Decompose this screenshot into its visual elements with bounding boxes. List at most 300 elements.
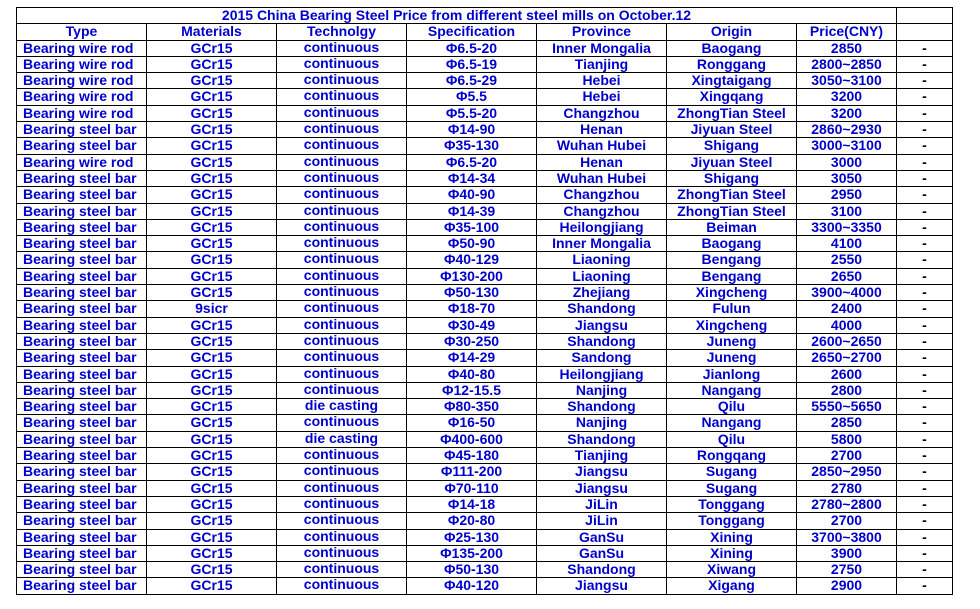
cell-province: Henan — [537, 122, 667, 138]
cell-technology: continuous — [277, 382, 407, 398]
cell-extra: - — [897, 431, 953, 447]
cell-price: 4100 — [797, 236, 897, 252]
cell-origin: ZhongTian Steel — [667, 105, 797, 121]
cell-price: 3100 — [797, 203, 897, 219]
cell-technology: continuous — [277, 366, 407, 382]
cell-material: GCr15 — [147, 399, 277, 415]
cell-type: Bearing steel bar — [17, 285, 147, 301]
cell-specification: Φ12-15.5 — [407, 382, 537, 398]
cell-material: GCr15 — [147, 40, 277, 56]
table-row — [17, 448, 953, 464]
header-specification: Specification — [407, 24, 537, 40]
cell-province: Liaoning — [537, 268, 667, 284]
table-row — [17, 513, 953, 529]
cell-province: Changzhou — [537, 203, 667, 219]
table-row — [17, 301, 953, 317]
cell-price: 5550~5650 — [797, 399, 897, 415]
cell-technology: continuous — [277, 562, 407, 578]
table-row — [17, 496, 953, 512]
cell-origin: Baogang — [667, 236, 797, 252]
cell-type: Bearing steel bar — [17, 480, 147, 496]
cell-price: 3900 — [797, 545, 897, 561]
cell-type: Bearing steel bar — [17, 333, 147, 349]
cell-province: Wuhan Hubei — [537, 170, 667, 186]
cell-price: 2800~2850 — [797, 56, 897, 72]
cell-technology: continuous — [277, 138, 407, 154]
cell-technology: continuous — [277, 203, 407, 219]
cell-technology: continuous — [277, 56, 407, 72]
table-row — [17, 382, 953, 398]
cell-material: GCr15 — [147, 236, 277, 252]
cell-type: Bearing steel bar — [17, 236, 147, 252]
cell-type: Bearing steel bar — [17, 350, 147, 366]
cell-specification: Φ80-350 — [407, 399, 537, 415]
cell-specification: Φ111-200 — [407, 464, 537, 480]
cell-origin: Jiyuan Steel — [667, 122, 797, 138]
cell-type: Bearing steel bar — [17, 382, 147, 398]
cell-type: Bearing steel bar — [17, 562, 147, 578]
cell-extra: - — [897, 56, 953, 72]
cell-type: Bearing wire rod — [17, 40, 147, 56]
table-row — [17, 431, 953, 447]
cell-material: GCr15 — [147, 105, 277, 121]
cell-technology: continuous — [277, 252, 407, 268]
cell-extra: - — [897, 138, 953, 154]
cell-technology: continuous — [277, 154, 407, 170]
cell-extra: - — [897, 203, 953, 219]
cell-price: 3200 — [797, 89, 897, 105]
cell-price: 3000 — [797, 154, 897, 170]
cell-province: Jiangsu — [537, 578, 667, 594]
cell-extra: - — [897, 285, 953, 301]
cell-price: 5800 — [797, 431, 897, 447]
table-row — [17, 350, 953, 366]
cell-province: Heilongjiang — [537, 219, 667, 235]
table-row — [17, 578, 953, 594]
cell-specification: Φ16-50 — [407, 415, 537, 431]
cell-province: GanSu — [537, 529, 667, 545]
cell-price: 2780~2800 — [797, 496, 897, 512]
cell-extra: - — [897, 252, 953, 268]
cell-type: Bearing steel bar — [17, 219, 147, 235]
cell-price: 2850~2950 — [797, 464, 897, 480]
cell-technology: continuous — [277, 170, 407, 186]
cell-material: GCr15 — [147, 415, 277, 431]
table-row — [17, 40, 953, 56]
cell-province: Liaoning — [537, 252, 667, 268]
header-extra — [897, 24, 953, 40]
cell-extra: - — [897, 301, 953, 317]
cell-origin: Beiman — [667, 219, 797, 235]
cell-origin: Shigang — [667, 138, 797, 154]
cell-extra: - — [897, 382, 953, 398]
cell-price: 2600 — [797, 366, 897, 382]
cell-specification: Φ30-49 — [407, 317, 537, 333]
cell-type: Bearing wire rod — [17, 56, 147, 72]
cell-origin: Bengang — [667, 252, 797, 268]
table-row — [17, 187, 953, 203]
table-row — [17, 545, 953, 561]
cell-origin: Xiwang — [667, 562, 797, 578]
cell-origin: Fulun — [667, 301, 797, 317]
cell-origin: Baogang — [667, 40, 797, 56]
cell-province: Changzhou — [537, 187, 667, 203]
table-row — [17, 529, 953, 545]
cell-specification: Φ6.5-20 — [407, 154, 537, 170]
cell-specification: Φ25-130 — [407, 529, 537, 545]
cell-origin: Juneng — [667, 350, 797, 366]
cell-extra: - — [897, 122, 953, 138]
cell-technology: continuous — [277, 578, 407, 594]
cell-material: GCr15 — [147, 73, 277, 89]
cell-origin: Rongqang — [667, 448, 797, 464]
cell-material: GCr15 — [147, 382, 277, 398]
cell-origin: Tonggang — [667, 496, 797, 512]
cell-origin: Jiyuan Steel — [667, 154, 797, 170]
cell-type: Bearing steel bar — [17, 268, 147, 284]
table-row — [17, 285, 953, 301]
cell-price: 2900 — [797, 578, 897, 594]
cell-price: 3300~3350 — [797, 219, 897, 235]
table-row — [17, 415, 953, 431]
cell-province: Shandong — [537, 301, 667, 317]
cell-type: Bearing wire rod — [17, 105, 147, 121]
cell-type: Bearing steel bar — [17, 170, 147, 186]
cell-extra: - — [897, 415, 953, 431]
cell-specification: Φ18-70 — [407, 301, 537, 317]
cell-origin: Ronggang — [667, 56, 797, 72]
cell-specification: Φ6.5-19 — [407, 56, 537, 72]
cell-province: Heilongjiang — [537, 366, 667, 382]
cell-price: 2780 — [797, 480, 897, 496]
cell-origin: Xingtaigang — [667, 73, 797, 89]
cell-province: Henan — [537, 154, 667, 170]
cell-specification: Φ5.5-20 — [407, 105, 537, 121]
cell-extra: - — [897, 219, 953, 235]
cell-material: GCr15 — [147, 333, 277, 349]
cell-extra: - — [897, 317, 953, 333]
cell-price: 2700 — [797, 513, 897, 529]
cell-type: Bearing steel bar — [17, 203, 147, 219]
cell-origin: Shigang — [667, 170, 797, 186]
cell-type: Bearing wire rod — [17, 154, 147, 170]
cell-specification: Φ130-200 — [407, 268, 537, 284]
cell-price: 2650~2700 — [797, 350, 897, 366]
cell-technology: continuous — [277, 513, 407, 529]
cell-material: GCr15 — [147, 464, 277, 480]
table-row — [17, 73, 953, 89]
cell-specification: Φ40-120 — [407, 578, 537, 594]
table-row — [17, 170, 953, 186]
cell-material: GCr15 — [147, 545, 277, 561]
cell-province: Shandong — [537, 333, 667, 349]
cell-extra: - — [897, 448, 953, 464]
cell-extra: - — [897, 187, 953, 203]
cell-extra: - — [897, 73, 953, 89]
cell-material: GCr15 — [147, 154, 277, 170]
cell-specification: Φ6.5-29 — [407, 73, 537, 89]
table-row — [17, 366, 953, 382]
price-table — [16, 7, 953, 595]
cell-specification: Φ20-80 — [407, 513, 537, 529]
cell-province: Zhejiang — [537, 285, 667, 301]
cell-technology: continuous — [277, 317, 407, 333]
cell-price: 2850 — [797, 40, 897, 56]
cell-price: 2400 — [797, 301, 897, 317]
cell-province: Nanjing — [537, 415, 667, 431]
cell-material: GCr15 — [147, 285, 277, 301]
cell-material: GCr15 — [147, 187, 277, 203]
cell-type: Bearing steel bar — [17, 578, 147, 594]
cell-type: Bearing steel bar — [17, 252, 147, 268]
cell-origin: Nangang — [667, 382, 797, 398]
cell-price: 2750 — [797, 562, 897, 578]
cell-technology: continuous — [277, 73, 407, 89]
header-price: Price(CNY) — [797, 24, 897, 40]
table-row — [17, 89, 953, 105]
cell-province: Shandong — [537, 562, 667, 578]
cell-type: Bearing steel bar — [17, 366, 147, 382]
cell-type: Bearing steel bar — [17, 399, 147, 415]
table-row — [17, 399, 953, 415]
cell-material: GCr15 — [147, 529, 277, 545]
cell-material: GCr15 — [147, 513, 277, 529]
cell-province: Jiangsu — [537, 480, 667, 496]
cell-material: GCr15 — [147, 480, 277, 496]
cell-province: Sandong — [537, 350, 667, 366]
cell-extra: - — [897, 236, 953, 252]
cell-type: Bearing steel bar — [17, 513, 147, 529]
cell-specification: Φ50-90 — [407, 236, 537, 252]
cell-origin: ZhongTian Steel — [667, 187, 797, 203]
cell-province: JiLin — [537, 513, 667, 529]
cell-material: GCr15 — [147, 496, 277, 512]
table-row — [17, 317, 953, 333]
table-row — [17, 236, 953, 252]
cell-extra: - — [897, 578, 953, 594]
cell-type: Bearing steel bar — [17, 301, 147, 317]
cell-extra: - — [897, 268, 953, 284]
cell-origin: Xingqang — [667, 89, 797, 105]
cell-extra: - — [897, 154, 953, 170]
cell-province: Hebei — [537, 73, 667, 89]
table-row — [17, 268, 953, 284]
cell-type: Bearing steel bar — [17, 187, 147, 203]
cell-price: 2800 — [797, 382, 897, 398]
cell-extra: - — [897, 496, 953, 512]
cell-specification: Φ35-100 — [407, 219, 537, 235]
cell-extra: - — [897, 399, 953, 415]
cell-technology: continuous — [277, 480, 407, 496]
cell-price: 2950 — [797, 187, 897, 203]
cell-price: 3700~3800 — [797, 529, 897, 545]
cell-specification: Φ35-130 — [407, 138, 537, 154]
cell-extra: - — [897, 366, 953, 382]
cell-extra: - — [897, 480, 953, 496]
cell-specification: Φ14-18 — [407, 496, 537, 512]
cell-price: 3050~3100 — [797, 73, 897, 89]
cell-price: 2850 — [797, 415, 897, 431]
cell-specification: Φ6.5-20 — [407, 40, 537, 56]
cell-specification: Φ70-110 — [407, 480, 537, 496]
cell-type: Bearing steel bar — [17, 122, 147, 138]
cell-origin: Qilu — [667, 431, 797, 447]
table-row — [17, 562, 953, 578]
cell-province: Wuhan Hubei — [537, 138, 667, 154]
cell-specification: Φ40-129 — [407, 252, 537, 268]
cell-extra: - — [897, 105, 953, 121]
header-origin: Origin — [667, 24, 797, 40]
cell-origin: Xigang — [667, 578, 797, 594]
cell-province: Jiangsu — [537, 317, 667, 333]
header-type: Type — [17, 24, 147, 40]
cell-origin: Xingcheng — [667, 285, 797, 301]
cell-technology: continuous — [277, 236, 407, 252]
cell-specification: Φ30-250 — [407, 333, 537, 349]
cell-technology: continuous — [277, 529, 407, 545]
cell-material: GCr15 — [147, 203, 277, 219]
cell-technology: continuous — [277, 301, 407, 317]
cell-type: Bearing steel bar — [17, 138, 147, 154]
cell-material: GCr15 — [147, 219, 277, 235]
cell-type: Bearing steel bar — [17, 415, 147, 431]
cell-price: 4000 — [797, 317, 897, 333]
cell-price: 2550 — [797, 252, 897, 268]
cell-specification: Φ14-39 — [407, 203, 537, 219]
header-province: Province — [537, 24, 667, 40]
cell-material: 9sicr — [147, 301, 277, 317]
cell-specification: Φ135-200 — [407, 545, 537, 561]
header-row — [17, 24, 953, 40]
cell-origin: Juneng — [667, 333, 797, 349]
cell-material: GCr15 — [147, 89, 277, 105]
cell-extra: - — [897, 40, 953, 56]
cell-technology: continuous — [277, 415, 407, 431]
cell-material: GCr15 — [147, 252, 277, 268]
cell-type: Bearing steel bar — [17, 317, 147, 333]
cell-material: GCr15 — [147, 431, 277, 447]
title-blank-cell — [897, 8, 953, 24]
cell-origin: Qilu — [667, 399, 797, 415]
table-row — [17, 203, 953, 219]
cell-origin: Bengang — [667, 268, 797, 284]
cell-technology: continuous — [277, 350, 407, 366]
cell-material: GCr15 — [147, 562, 277, 578]
table-row — [17, 56, 953, 72]
cell-extra: - — [897, 350, 953, 366]
cell-specification: Φ50-130 — [407, 562, 537, 578]
table-row — [17, 122, 953, 138]
cell-specification: Φ40-90 — [407, 187, 537, 203]
table-row — [17, 138, 953, 154]
cell-extra: - — [897, 89, 953, 105]
cell-specification: Φ14-34 — [407, 170, 537, 186]
cell-specification: Φ45-180 — [407, 448, 537, 464]
cell-province: Tianjing — [537, 448, 667, 464]
cell-extra: - — [897, 333, 953, 349]
cell-type: Bearing steel bar — [17, 448, 147, 464]
cell-origin: ZhongTian Steel — [667, 203, 797, 219]
cell-province: Tianjing — [537, 56, 667, 72]
cell-specification: Φ400-600 — [407, 431, 537, 447]
cell-origin: Xining — [667, 529, 797, 545]
cell-technology: continuous — [277, 122, 407, 138]
cell-specification: Φ50-130 — [407, 285, 537, 301]
cell-province: Jiangsu — [537, 464, 667, 480]
cell-technology: die casting — [277, 431, 407, 447]
cell-type: Bearing steel bar — [17, 431, 147, 447]
table-row — [17, 252, 953, 268]
cell-origin: Tonggang — [667, 513, 797, 529]
cell-material: GCr15 — [147, 366, 277, 382]
cell-technology: continuous — [277, 89, 407, 105]
table-row — [17, 105, 953, 121]
cell-specification: Φ40-80 — [407, 366, 537, 382]
cell-technology: continuous — [277, 333, 407, 349]
title-row — [17, 8, 953, 24]
cell-material: GCr15 — [147, 122, 277, 138]
cell-province: JiLin — [537, 496, 667, 512]
cell-extra: - — [897, 545, 953, 561]
header-materials: Materials — [147, 24, 277, 40]
cell-type: Bearing steel bar — [17, 529, 147, 545]
cell-specification: Φ14-29 — [407, 350, 537, 366]
cell-technology: die casting — [277, 399, 407, 415]
cell-type: Bearing steel bar — [17, 496, 147, 512]
cell-material: GCr15 — [147, 138, 277, 154]
cell-type: Bearing wire rod — [17, 89, 147, 105]
cell-origin: Nangang — [667, 415, 797, 431]
cell-province: Shandong — [537, 399, 667, 415]
cell-technology: continuous — [277, 448, 407, 464]
table-row — [17, 480, 953, 496]
cell-province: Inner Mongalia — [537, 40, 667, 56]
cell-origin: Xingcheng — [667, 317, 797, 333]
cell-technology: continuous — [277, 105, 407, 121]
cell-extra: - — [897, 529, 953, 545]
cell-price: 2650 — [797, 268, 897, 284]
cell-type: Bearing steel bar — [17, 545, 147, 561]
cell-material: GCr15 — [147, 448, 277, 464]
cell-type: Bearing steel bar — [17, 464, 147, 480]
cell-technology: continuous — [277, 268, 407, 284]
cell-price: 2860~2930 — [797, 122, 897, 138]
header-technology: Technolgy — [277, 24, 407, 40]
cell-material: GCr15 — [147, 317, 277, 333]
cell-specification: Φ5.5 — [407, 89, 537, 105]
cell-material: GCr15 — [147, 56, 277, 72]
table-row — [17, 464, 953, 480]
cell-technology: continuous — [277, 187, 407, 203]
cell-extra: - — [897, 513, 953, 529]
cell-type: Bearing wire rod — [17, 73, 147, 89]
cell-province: Nanjing — [537, 382, 667, 398]
cell-province: Shandong — [537, 431, 667, 447]
cell-price: 3200 — [797, 105, 897, 121]
cell-technology: continuous — [277, 496, 407, 512]
cell-price: 3000~3100 — [797, 138, 897, 154]
cell-technology: continuous — [277, 545, 407, 561]
cell-technology: continuous — [277, 40, 407, 56]
cell-origin: Sugang — [667, 480, 797, 496]
table-row — [17, 219, 953, 235]
cell-technology: continuous — [277, 464, 407, 480]
cell-origin: Sugang — [667, 464, 797, 480]
cell-province: Changzhou — [537, 105, 667, 121]
cell-extra: - — [897, 562, 953, 578]
table-title: 2015 China Bearing Steel Price from different steel mills on October.12 — [17, 8, 897, 24]
table-row — [17, 333, 953, 349]
